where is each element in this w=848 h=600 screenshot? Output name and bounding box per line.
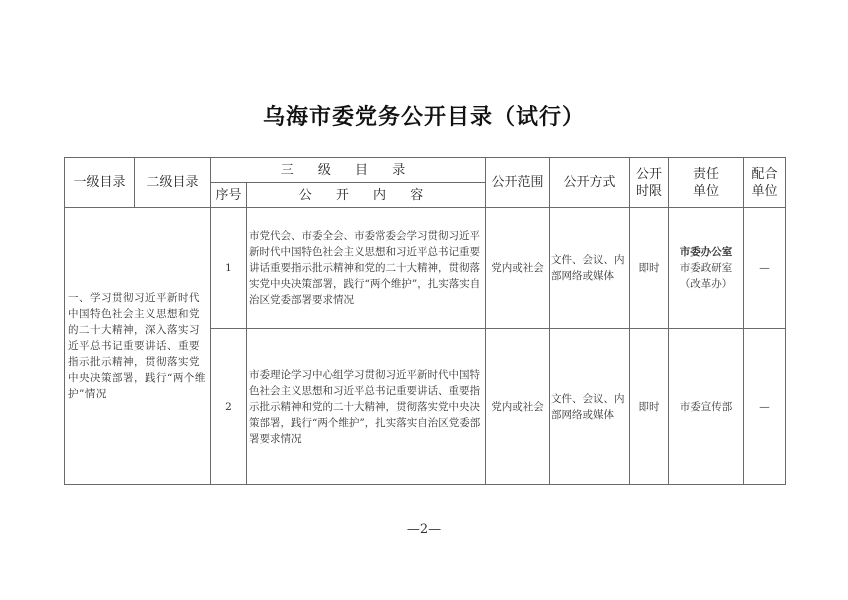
- responsible-primary: 市委办公室: [679, 246, 733, 258]
- page-title: 乌海市委党务公开目录（试行）: [262, 104, 585, 130]
- header-row-1: [65, 158, 786, 183]
- header-level3: 三 级 目 录: [211, 158, 486, 183]
- table-row: [65, 208, 786, 329]
- seq-cell: 1: [211, 208, 247, 329]
- content-cell: 市党代会、市委全会、市委常委会学习贯彻习近平新时代中国特色社会主义思想和习近平总书记重要讲话重要指示批示精神和党的二十大精神，贯彻落实党中央决策部署，践行“两个维护”，扎实落实自治区党委部署要求情况: [247, 208, 486, 329]
- category-cell: 一、学习贯彻习近平新时代中国特色社会主义思想和党的二十大精神，深入落实习近平总书记重要讲话、重要指示批示精神，贯彻落实党中央决策部署，践行“两个维护”情况: [65, 208, 211, 485]
- seq-cell: 2: [211, 329, 247, 485]
- scope-cell: 党内或社会: [486, 208, 550, 329]
- time-limit-cell: 即时: [630, 208, 669, 329]
- scope-cell: 党内或社会: [486, 329, 550, 485]
- header-cooperating-line2: 单位: [751, 183, 778, 199]
- header-responsible: [669, 158, 744, 208]
- header-method: 公开方式: [550, 158, 630, 208]
- method-cell: 文件、会议、内部网络或媒体: [550, 208, 630, 329]
- header-cooperating-line1: 配合: [751, 166, 778, 182]
- header-cooperating: [744, 158, 786, 208]
- header-time-limit: [630, 158, 669, 208]
- header-content: 公 开 内 容: [247, 183, 486, 208]
- header-scope: 公开范围: [486, 158, 550, 208]
- method-cell: 文件、会议、内部网络或媒体: [550, 329, 630, 485]
- time-limit-cell: 即时: [630, 329, 669, 485]
- content-cell: 市委理论学习中心组学习贯彻习近平新时代中国特色社会主义思想和习近平总书记重要讲话、重要指示批示精神和党的二十大精神，贯彻落实党中央决策部署，践行“两个维护”，扎实落实自治区党委部署要求情况: [247, 329, 486, 485]
- header-level2: 二级目录: [135, 158, 211, 208]
- responsible-tertiary: （改革办）: [679, 278, 733, 290]
- responsible-cell: [669, 208, 744, 329]
- party-affairs-catalog-table: [64, 157, 786, 485]
- header-level1: 一级目录: [65, 158, 135, 208]
- page-number: —2—: [406, 522, 442, 537]
- header-responsible-line1: 责任: [692, 166, 719, 182]
- header-responsible-line2: 单位: [692, 183, 719, 199]
- cooperating-cell: —: [744, 208, 786, 329]
- header-seq: 序号: [211, 183, 247, 208]
- header-time-limit-line1: 公开: [635, 166, 662, 182]
- responsible-secondary: 市委政研室: [679, 262, 733, 274]
- header-time-limit-line2: 时限: [635, 183, 662, 199]
- responsible-cell: 市委宣传部: [669, 329, 744, 485]
- cooperating-cell: —: [744, 329, 786, 485]
